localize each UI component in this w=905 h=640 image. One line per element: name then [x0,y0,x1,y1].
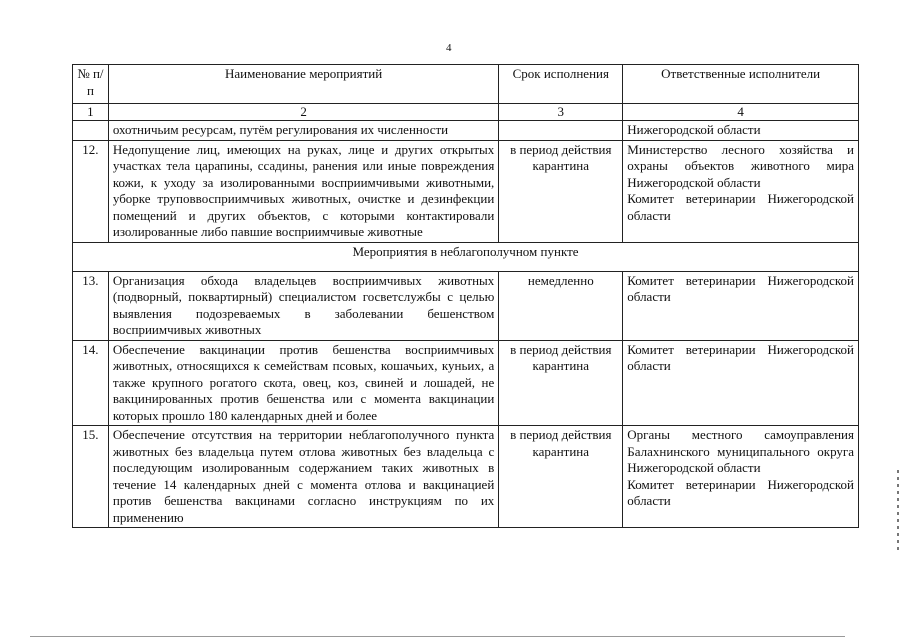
responsible-cell: Комитет ветеринарии Нижегородской области [623,340,859,426]
scan-edge-mark [897,470,899,550]
responsible-line: Органы местного самоуправления Балахнинского муниципального округа Нижегородской области [627,427,854,475]
table-row-12 [73,140,859,242]
measures-table [72,64,859,528]
responsible-line: Комитет ветеринарии Нижегородской области [627,191,854,223]
table-index-row [73,104,859,121]
header-num: № п/п [73,65,109,104]
term-cell [499,121,623,141]
term-cell: немедленно [499,271,623,340]
index-cell: 3 [499,104,623,121]
table-header-row [73,65,859,104]
num-cell: 14. [73,340,109,426]
measure-name-cell: Обеспечение вакцинации против бешенства восприимчивых животных, относящихся к семействам псовых, кошачьих, куньих, а также крупного рогатого скота, овец, коз, свиней и лошадей, не вакцинированных против бешенства или с момента вакцинации которых прошло 180 календарных дней и более [108,340,498,426]
section-title: Мероприятия в неблагополучном пункте [73,242,859,271]
measure-name-cell: Организация обхода владельцев восприимчивых животных (подворный, поквартирный) специалистом госветслужбы с целью выявления подозреваемых в заболевании бешенством восприимчивых животных [108,271,498,340]
header-name: Наименование мероприятий [108,65,498,104]
measure-name-cell: охотничьим ресурсам, путём регулирования их численности [108,121,498,141]
header-responsible: Ответственные исполнители [623,65,859,104]
responsible-cell [623,140,859,242]
num-cell [73,121,109,141]
num-cell: 13. [73,271,109,340]
section-row [73,242,859,271]
index-cell: 4 [623,104,859,121]
measure-name-cell: Недопущение лиц, имеющих на руках, лице и других открытых участках тела царапины, ссадины, ранения или иные повреждения кожи, к уходу за изолированными восприимчивыми животными, уборке труповвосприимчивых животных, очистке и дезинфекции помещений и других объектов, с которыми контактировали изолированные либо павшие восприимчивые животные [108,140,498,242]
responsible-cell: Комитет ветеринарии Нижегородской области [623,271,859,340]
num-cell: 12. [73,140,109,242]
responsible-cell: Нижегородской области [623,121,859,141]
table-row-13 [73,271,859,340]
num-cell: 15. [73,426,109,528]
term-cell: в период действия карантина [499,140,623,242]
page-bottom-rule [30,636,845,637]
responsible-cell [623,426,859,528]
table-row-continued [73,121,859,141]
index-cell: 1 [73,104,109,121]
term-cell: в период действия карантина [499,426,623,528]
header-term: Срок исполнения [499,65,623,104]
index-cell: 2 [108,104,498,121]
term-cell: в период действия карантина [499,340,623,426]
measure-name-cell: Обеспечение отсутствия на территории неблагополучного пункта животных без владельца путем отлова животных без владельца с последующим изолированным содержанием таких животных в течение 14 календарных дней с момента отлова и вакцинацией против бешенства вакцинами согласно инструкциям по их применению [108,426,498,528]
table-row-15 [73,426,859,528]
page-number: 4 [446,42,452,54]
table-row-14 [73,340,859,426]
responsible-line: Министерство лесного хозяйства и охраны объектов животного мира Нижегородской области [627,141,854,190]
responsible-line: Комитет ветеринарии Нижегородской области [627,476,854,508]
